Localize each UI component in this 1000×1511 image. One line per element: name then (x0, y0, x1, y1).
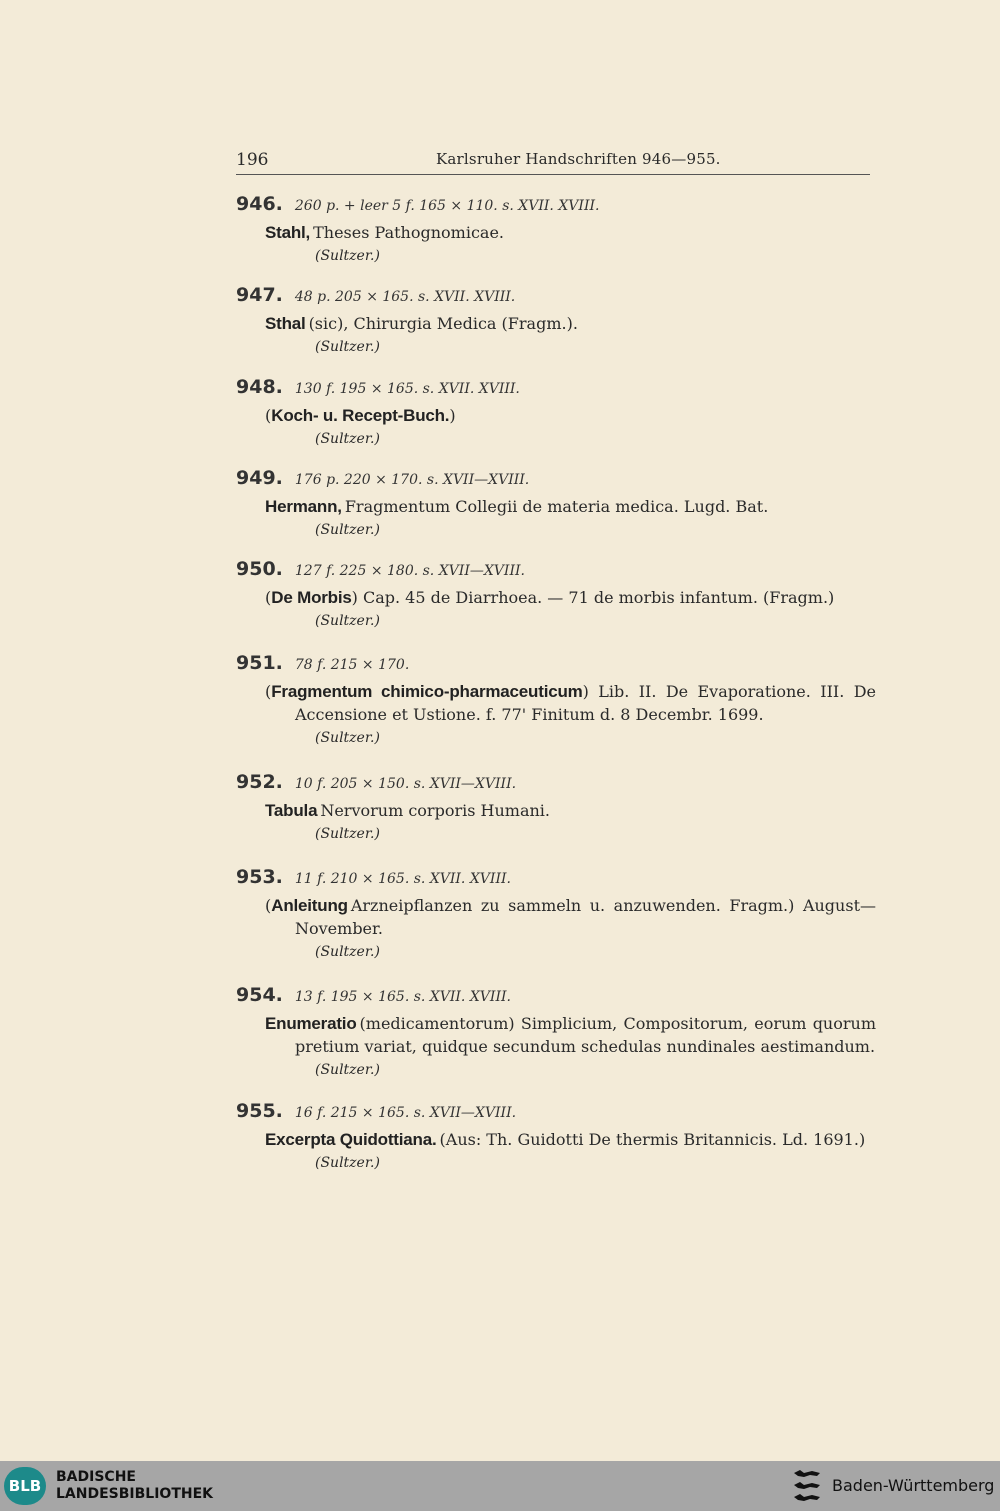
entry-text: Nervorum corporis Humani. (320, 801, 550, 820)
entry-meta: 78 f. 215 × 170. (294, 657, 410, 673)
entry-author: Stahl, (265, 223, 311, 242)
entry-number: 953. (236, 866, 283, 888)
entry-text: (medicamentorum) Simplicium, Compositorum, eorum quorum pretium variat, quidque secundum schedulas nundinales aestimandum. (295, 1014, 876, 1056)
entry-author: Excerpta Quidottiana. (265, 1130, 437, 1149)
running-title: Karlsruher Handschriften 946—955. (436, 150, 721, 168)
entry-number: 950. (236, 558, 283, 580)
entry-meta: 10 f. 205 × 150. s. XVII—XVIII. (294, 776, 517, 792)
entry-number: 946. (236, 193, 283, 215)
entry-text: (sic), Chirurgia Medica (Fragm.). (308, 314, 578, 333)
blb-line2: LANDESBIBLIOTHEK (56, 1486, 214, 1502)
catalog-entry (236, 984, 876, 1081)
entry-text: Arzneipflanzen zu sammeln u. anzuwenden. Fragm.) August—November. (295, 896, 876, 938)
entry-source: (Sultzer.) (315, 1155, 380, 1171)
entry-prefix: ( (265, 588, 272, 607)
entry-source: (Sultzer.) (315, 1062, 380, 1078)
entry-meta: 260 p. + leer 5 f. 165 × 110. s. XVII. XVIII. (294, 198, 600, 214)
entry-source: (Sultzer.) (315, 613, 380, 629)
entry-author: Tabula (265, 801, 318, 820)
entry-author: Sthal (265, 314, 306, 333)
entry-number: 955. (236, 1100, 283, 1122)
entry-author: Fragmentum chimico-pharmaceuticum (271, 682, 583, 701)
entry-text: (Aus: Th. Guidotti De thermis Britannicis. Ld. 1691.) (439, 1130, 866, 1149)
entry-source: (Sultzer.) (315, 522, 380, 538)
entry-meta: 16 f. 215 × 165. s. XVII—XVIII. (294, 1105, 517, 1121)
blb-name (56, 1469, 213, 1503)
catalog-entry (236, 467, 876, 541)
entry-meta: 130 f. 195 × 165. s. XVII. XVIII. (294, 381, 520, 397)
entry-meta: 176 p. 220 × 170. s. XVII—XVIII. (294, 472, 530, 488)
blb-line1: BADISCHE (56, 1469, 136, 1485)
entry-author: Hermann, (265, 497, 342, 516)
entry-source: (Sultzer.) (315, 730, 380, 746)
blb-logo-icon[interactable]: BLB (4, 1467, 46, 1505)
running-header (236, 150, 870, 175)
footer-bar (0, 1461, 1000, 1511)
entry-source: (Sultzer.) (315, 431, 380, 447)
catalog-entry (236, 1100, 876, 1174)
entry-source: (Sultzer.) (315, 248, 380, 264)
entry-author: De Morbis (271, 588, 352, 607)
catalog-entry (236, 558, 876, 632)
entry-text: ) Lib. II. De Evaporatione. III. De Accensione et Ustione. f. 77' Finitum d. 8 Decembr. 1699. (295, 682, 876, 724)
entry-number: 949. (236, 467, 283, 489)
entry-source: (Sultzer.) (315, 944, 380, 960)
entry-author: Enumeratio (265, 1014, 357, 1033)
entry-meta: 48 p. 205 × 165. s. XVII. XVIII. (294, 289, 516, 305)
catalog-entry (236, 193, 876, 267)
entry-text: Fragmentum Collegii de materia medica. Lugd. Bat. (344, 497, 769, 516)
entry-number: 947. (236, 284, 283, 306)
page-number: 196 (236, 150, 269, 170)
entry-number: 954. (236, 984, 283, 1006)
catalog-entry (236, 771, 876, 845)
entry-meta: 11 f. 210 × 165. s. XVII. XVIII. (294, 871, 511, 887)
catalog-entry (236, 652, 876, 749)
catalog-entry (236, 866, 876, 963)
entry-text: Theses Pathognomicae. (313, 223, 504, 242)
entry-source: (Sultzer.) (315, 826, 380, 842)
entry-prefix: ( (265, 682, 272, 701)
entry-author: Koch- u. Recept-Buch. (271, 406, 450, 425)
entry-meta: 13 f. 195 × 165. s. XVII. XVIII. (294, 989, 511, 1005)
entry-prefix: ( (265, 896, 272, 915)
bw-name: Baden-Württemberg (832, 1476, 995, 1495)
entry-number: 948. (236, 376, 283, 398)
entry-text: ) Cap. 45 de Diarrhoea. — 71 de morbis infantum. (Fragm.) (351, 588, 835, 607)
entry-number: 952. (236, 771, 283, 793)
bw-lions-icon (790, 1467, 824, 1505)
entry-source: (Sultzer.) (315, 339, 380, 355)
entry-meta: 127 f. 225 × 180. s. XVII—XVIII. (294, 563, 525, 579)
entry-prefix: ( (265, 406, 272, 425)
entry-author: Anleitung (271, 896, 348, 915)
catalog-entry (236, 376, 876, 450)
entry-number: 951. (236, 652, 283, 674)
catalog-entry (236, 284, 876, 358)
entry-text: ) (449, 406, 456, 425)
